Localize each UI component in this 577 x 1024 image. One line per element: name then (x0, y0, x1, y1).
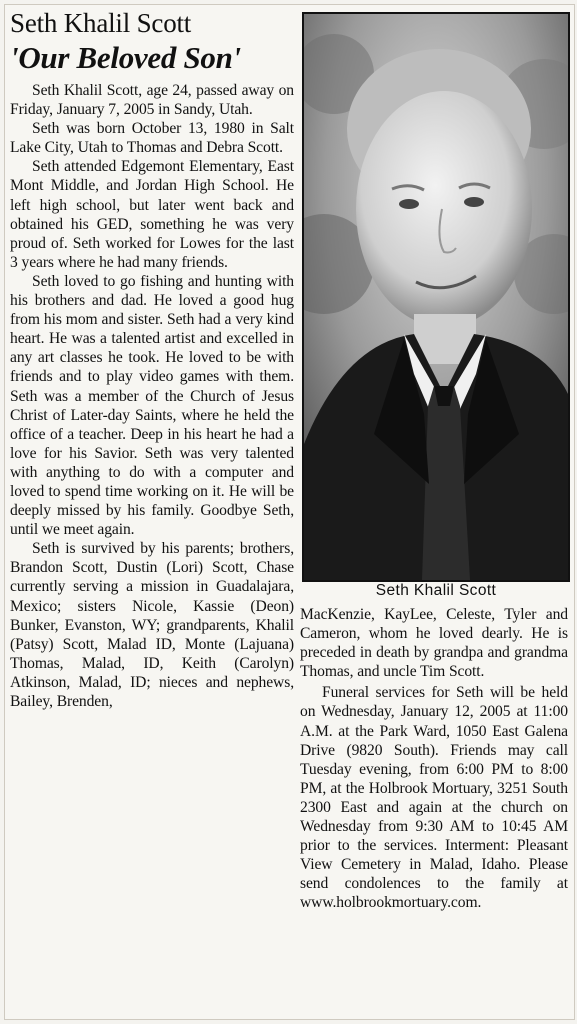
portrait-photo-icon (304, 14, 568, 580)
obituary-tagline: 'Our Beloved Son' (10, 40, 241, 75)
right-column (300, 605, 568, 913)
paragraph: Seth loved to go fishing and hunting with his brothers and dad. He loved a good hug from his mom and sister. Seth had a very kind heart. He was a talented artist and excelled in any art classes he took. He loved to be with friends and to play video games with them. Seth was a member of the Church of Jesus Christ of Later-day Saints, where he held the office of a teacher. Deep in his heart he had a love for his Savior. Seth was very talented with anything to do with a computer and loved to spend time working on it. He will be deeply missed by his family. Goodbye Seth, until we meet again. (10, 272, 294, 539)
left-column (10, 8, 294, 711)
paragraph: Funeral services for Seth will be held on Wednesday, January 12, 2005 at 11:00 A.M. at the Park Ward, 1050 East Galena Drive (9820 South). Friends may call Tuesday evening, from 6:00 PM to 8:00 PM, at the Holbrook Mortuary, 3251 South 2300 East and again at the church on Wednesday from 9:30 AM to 10:45 AM prior to the services. Interment: Pleasant View Cemetery in Malad, Idaho. Please send condolences to the family at www.holbrookmortuary.com. (300, 684, 568, 912)
photo-caption: Seth Khalil Scott (375, 582, 497, 599)
paragraph-continuation: MacKenzie, KayLee, Celeste, Tyler and Cameron, whom he loved dearly. He is preceded in death by grandpa and grandma Thomas, and uncle Tim Scott. (300, 606, 568, 681)
obituary-body-right (300, 605, 568, 913)
paragraph: Seth is survived by his parents; brothers, Brandon Scott, Dustin (Lori) Scott, Chase currently serving a mission in Guadalajara, Mexico; sisters Nicole, Kassie (Deon) Bunker, Evanston, WY; grandparents, Khalil (Patsy) Scott, Malad ID, Monte (Lajuana) Thomas, Malad, ID, Keith (Carolyn) Atkinson, Malad, ID; nieces and nephews, Bailey, Brenden, (10, 540, 294, 710)
paragraph: Seth was born October 13, 1980 in Salt Lake City, Utah to Thomas and Debra Scott. (10, 120, 294, 157)
paragraph: Seth Khalil Scott, age 24, passed away on Friday, January 7, 2005 in Sandy, Utah. (10, 82, 294, 119)
portrait-photo (302, 12, 570, 582)
paragraph: Seth attended Edgemont Elementary, East Mont Middle, and Jordan High School. He left high school, but later went back and obtained his GED, something he was very proud of. Seth worked for Lowes for the last 3 years where he had many friends. (10, 158, 294, 271)
obituary-name: Seth Khalil Scott (10, 8, 192, 38)
obituary-body-left (10, 81, 294, 711)
